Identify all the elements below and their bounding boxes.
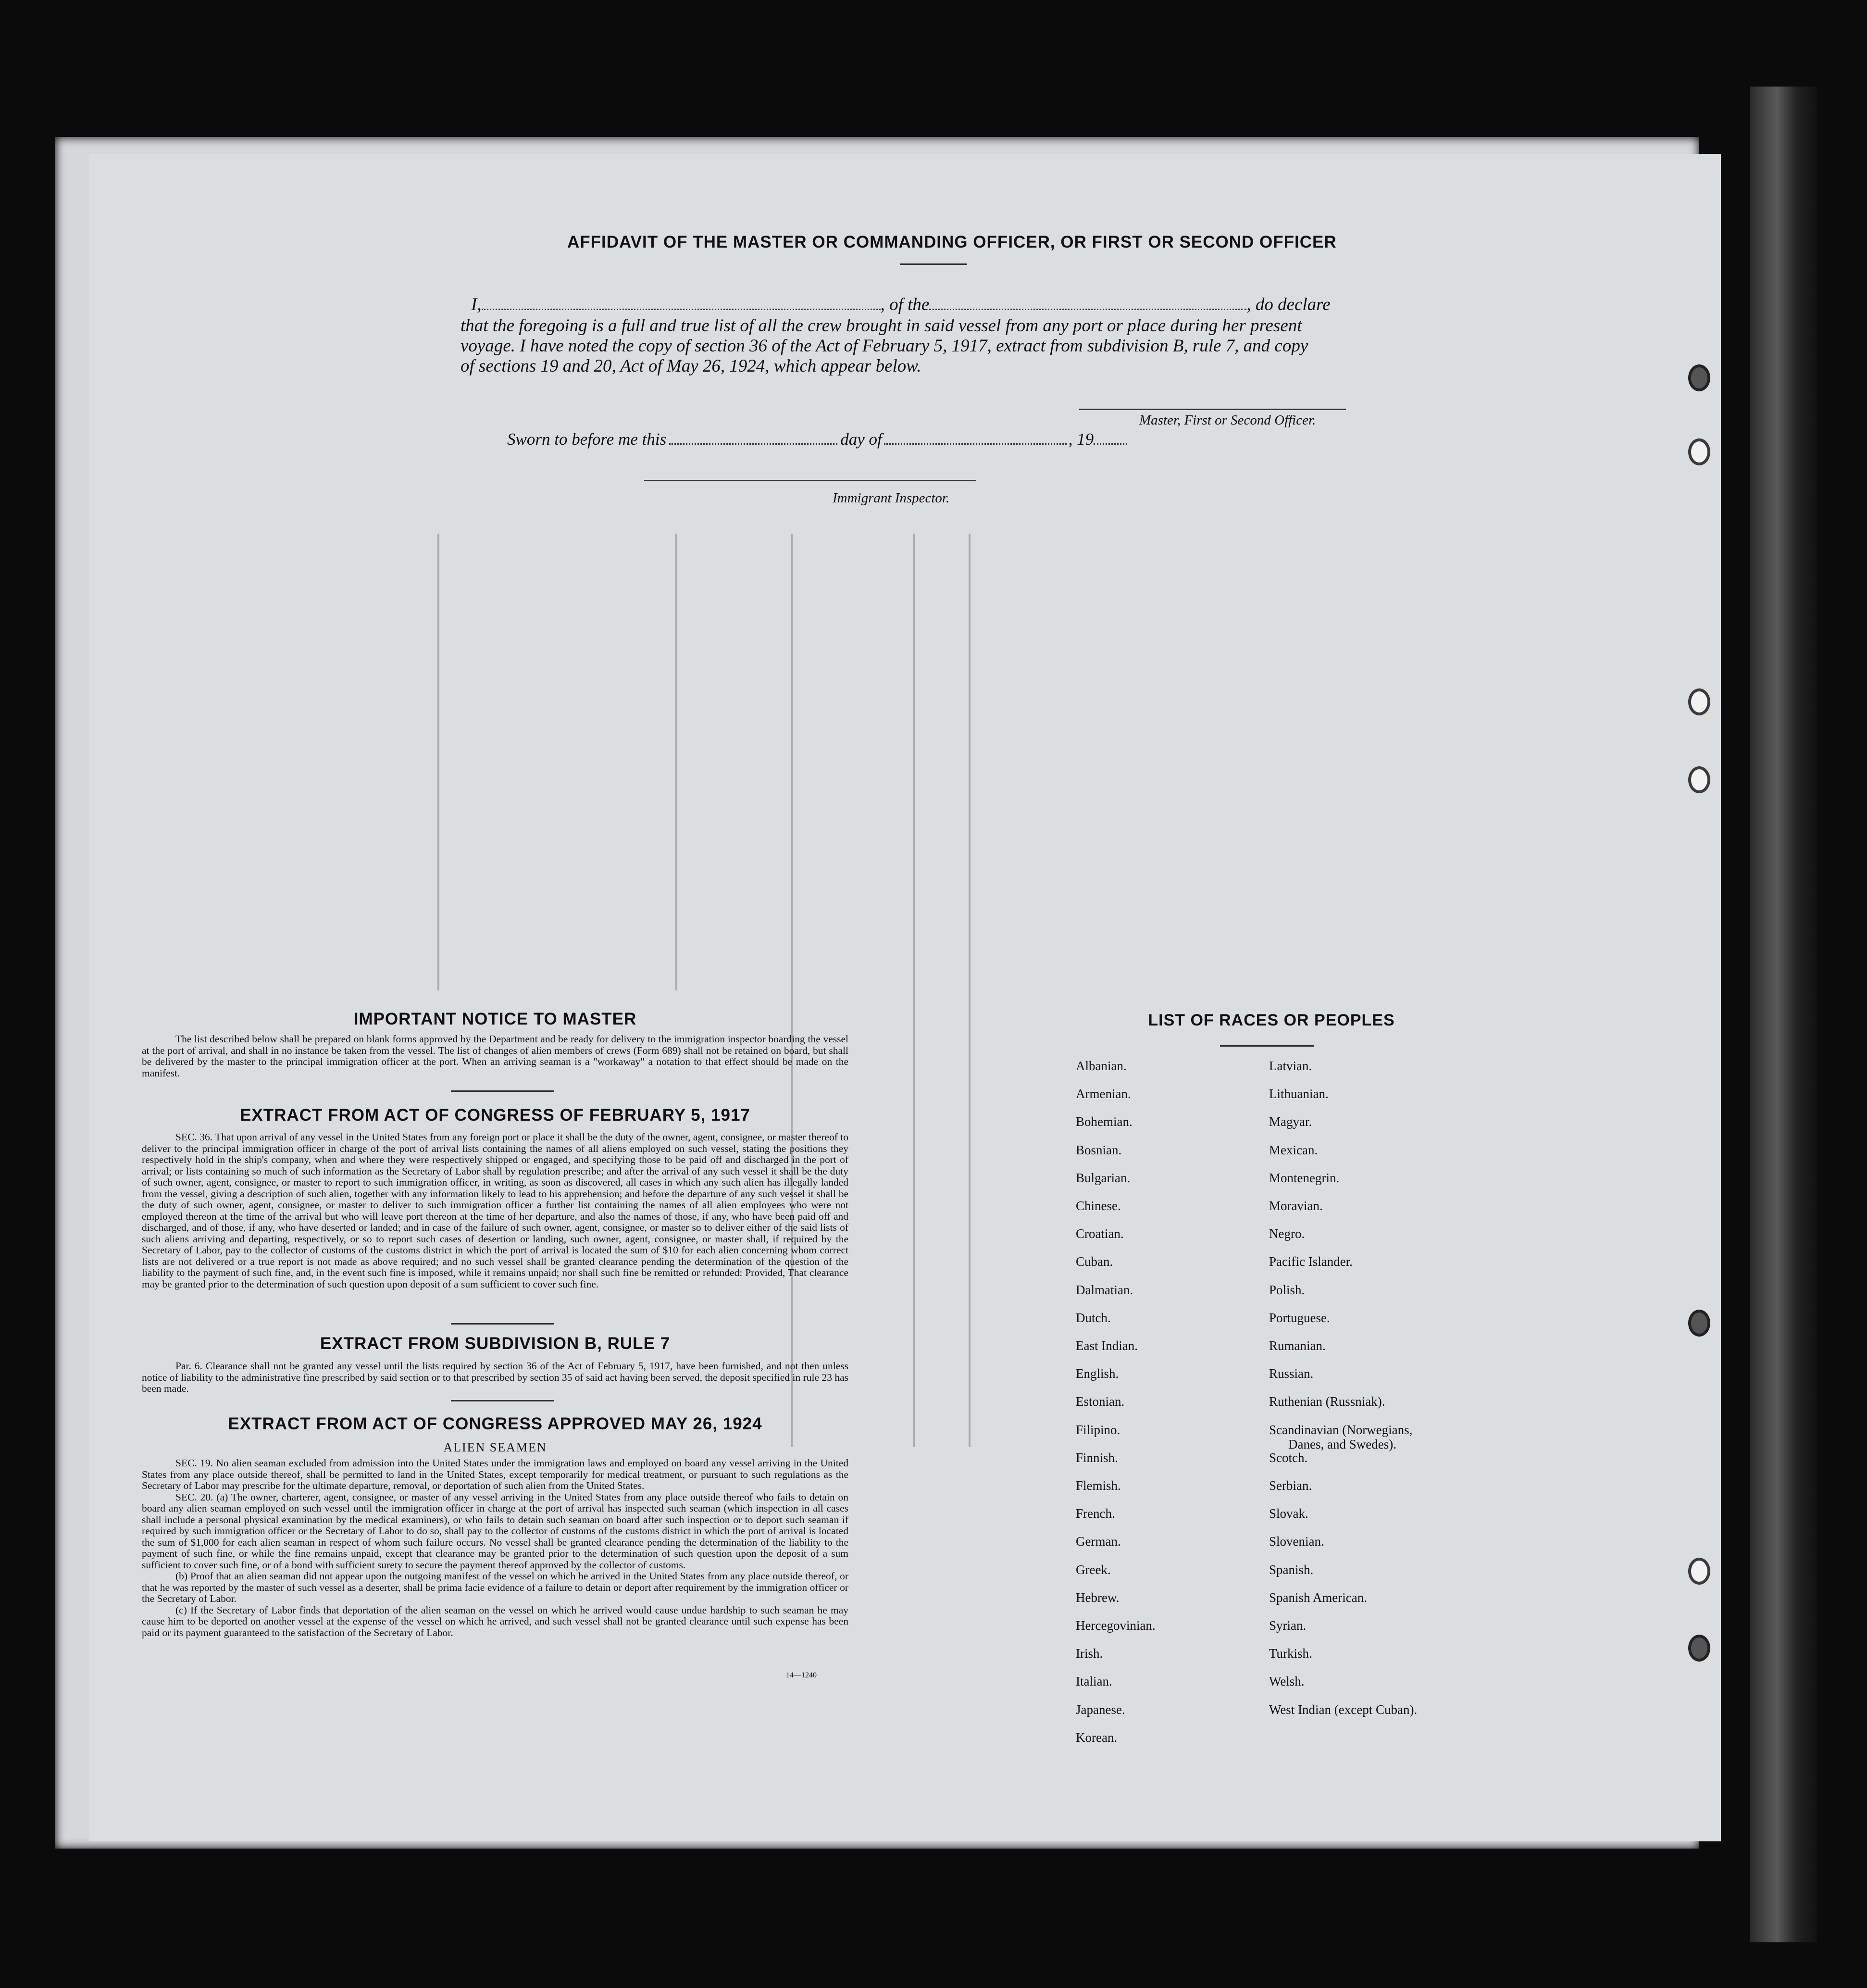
extract-rule7-rule xyxy=(451,1400,554,1401)
inspector-signature-line[interactable] xyxy=(644,480,976,481)
race-item: Croatian. xyxy=(1076,1226,1124,1241)
race-item: Moravian. xyxy=(1269,1199,1323,1213)
race-item: Japanese. xyxy=(1076,1702,1125,1717)
race-item: Cuban. xyxy=(1076,1254,1113,1269)
race-item: Hebrew. xyxy=(1076,1590,1120,1605)
bleed-through-line xyxy=(437,534,439,990)
race-item: Spanish. xyxy=(1269,1562,1314,1577)
sworn-line xyxy=(507,429,1127,449)
race-item: Dutch. xyxy=(1076,1310,1111,1325)
sworn-day-field[interactable] xyxy=(669,429,837,445)
affidavit-line-4: of sections 19 and 20, Act of May 26, 1924, which appear below. xyxy=(461,356,921,376)
race-item: West Indian (except Cuban). xyxy=(1269,1702,1418,1717)
race-item: Hercegovinian. xyxy=(1076,1618,1156,1633)
race-item: Slovak. xyxy=(1269,1506,1308,1521)
sworn-year-prefix: , 19 xyxy=(1068,430,1094,449)
race-item: Pacific Islander. xyxy=(1269,1254,1353,1269)
race-item: Bohemian. xyxy=(1076,1114,1133,1129)
section-20a: SEC. 20. (a) The owner, charterer, agent, consignee, or master of any vessel arriving in the United States from any place outside thereof who fails to detain on board any alien seaman employed on such vessel until the immigration officer in charge at the port of arrival has inspected such seaman (which inspection in all cases shall include a personal physical examination by the medical examiners), or who fails to detain such seaman on board after such inspection or to deport such seaman if required by such immigration officer or the Secretary of Labor to do so, shall pay to the collector of customs of the customs district in which the port of arrival is located the sum of $1,000 for each alien seaman in respect of whom such failure occurs. No vessel shall be granted clearance pending the determination of the liability to the payment of such fine, or while the fine remains unpaid, except that clearance may be granted prior to the determination of such question upon the deposit of a sum sufficient to cover such fine, or of a bond with sufficient surety to secure the payment thereof approved by the collector of customs. xyxy=(142,1491,848,1571)
affidavit-line-1 xyxy=(471,294,1331,315)
races-title: LIST OF RACES OR PEOPLES xyxy=(1148,1011,1395,1029)
affidavit-line-3: voyage. I have noted the copy of section 36 of the Act of February 5, 1917, extract from subdivision B, rule 7, and copy xyxy=(461,336,1308,356)
race-item: Serbian. xyxy=(1269,1478,1312,1493)
race-item: Armenian. xyxy=(1076,1087,1131,1101)
binder-hole xyxy=(1688,1558,1710,1585)
race-item: Scotch. xyxy=(1269,1450,1308,1465)
binder-hole xyxy=(1688,438,1710,465)
race-item: Slovenian. xyxy=(1269,1534,1324,1549)
binder-hole xyxy=(1688,1310,1710,1337)
extract-1917-rule xyxy=(451,1323,554,1325)
vessel-name-field[interactable] xyxy=(929,294,1246,310)
extract-1924-title: EXTRACT FROM ACT OF CONGRESS APPROVED MAY 26, 1924 xyxy=(228,1414,762,1433)
notice-title: IMPORTANT NOTICE TO MASTER xyxy=(353,1010,637,1028)
race-item: Italian. xyxy=(1076,1674,1112,1689)
notice-rule xyxy=(451,1090,554,1092)
race-item: Mexican. xyxy=(1269,1142,1318,1157)
race-item: Portuguese. xyxy=(1269,1310,1330,1325)
section-19: SEC. 19. No alien seaman excluded from admission into the United States under the immigration laws and employed on board any vessel arriving in the United States from any place outside thereof, shall be permitted to land in the United States, except temporarily for medical treatment, or pursuant to such regulations as the Secretary of Labor may prescribe for the ultimate departure, removal, or deportation of such alien from the United States. xyxy=(142,1457,848,1491)
affidavit-title: AFFIDAVIT OF THE MASTER OR COMMANDING OFFICER, OR FIRST OR SECOND OFFICER xyxy=(567,233,1337,251)
race-item: French. xyxy=(1076,1506,1115,1521)
bleed-through-line xyxy=(969,534,971,1447)
race-item: Rumanian. xyxy=(1269,1338,1326,1353)
race-item: German. xyxy=(1076,1534,1121,1549)
master-name-field[interactable] xyxy=(482,294,881,310)
master-signature-caption: Master, First or Second Officer. xyxy=(1139,413,1316,428)
sworn-label: Sworn to before me this xyxy=(507,430,667,449)
extract-1924-body xyxy=(142,1458,848,1638)
sworn-day-of: day of xyxy=(840,430,882,449)
extract-rule7-title: EXTRACT FROM SUBDIVISION B, RULE 7 xyxy=(320,1334,671,1353)
binder-hole xyxy=(1688,1635,1710,1662)
affidavit-title-rule xyxy=(900,263,967,265)
race-item: Korean. xyxy=(1076,1730,1118,1745)
extract-1917-body: SEC. 36. That upon arrival of any vessel in the United States from any foreign port or place it shall be the duty of the owner, agent, consignee, or master thereof to deliver to the principal immigration officer in charge of the port of arrival lists containing the names of all aliens employed on such vessel, stating the positions they respectively hold in the ship's company, when and where they were respectively shipped or engaged, and specifying those to be paid off and discharged in the port of arrival; or lists containing so much of such information as the Secretary of Labor shall by regulation prescribe; and after the arrival of any such vessel it shall be the duty of such owner, agent, consignee, or master to report to such immigration officer, in writing, as soon as discovered, all cases in which any such alien has illegally landed from the vessel, giving a description of such alien, together with any information likely to lead to his apprehension; and before the departure of any such vessel it shall be the duty of such owner, agent, consignee, or master to deliver to such immigration officer a further list containing the names of all alien employees who were not employed thereon at the time of the arrival but who will leave port thereon at the time of her departure, and also the names of those, if any, who have been paid off and discharged, and of those, if any, who have deserted or landed; and in case of the failure of such owner, agent, consignee, or master so to deliver either of the said lists of such aliens arriving and departing, respectively, or so to report such cases of desertion or landing, such owner, agent, consignee, or master shall, if required by the Secretary of Labor, pay to the collector of customs of the customs district in which the port of arrival is located the sum of $10 for each alien concerning whom correct lists are not delivered or a true report is not made as above required; and no such vessel shall be granted clearance pending the determination of the question of the liability to the payment of such fine, and, in the event such fine is imposed, while it remains unpaid; nor shall such fine be remitted or refunded: Provided, That clearance may be granted prior to the determination of such question upon deposit of a sum sufficient to cover such fine. xyxy=(142,1131,848,1290)
race-item: Ruthenian (Russniak). xyxy=(1269,1394,1385,1409)
race-item: Magyar. xyxy=(1269,1114,1312,1129)
race-item: Polish. xyxy=(1269,1282,1305,1297)
affidavit-i: I, xyxy=(471,295,482,314)
document-edge-shadow xyxy=(1750,87,1817,1942)
race-item: Filipino. xyxy=(1076,1422,1120,1437)
race-item: Turkish. xyxy=(1269,1646,1312,1661)
race-item: Negro. xyxy=(1269,1226,1305,1241)
race-item: Bulgarian. xyxy=(1076,1170,1131,1185)
race-item: Montenegrin. xyxy=(1269,1170,1340,1185)
race-item: Chinese. xyxy=(1076,1199,1121,1213)
race-item: Scandinavian (Norwegians, xyxy=(1269,1422,1413,1437)
race-item: Albanian. xyxy=(1076,1059,1127,1073)
master-signature-line[interactable] xyxy=(1079,409,1346,410)
bleed-through-line xyxy=(913,534,915,1447)
race-item: Estonian. xyxy=(1076,1394,1125,1409)
section-20c: (c) If the Secretary of Labor finds that deportation of the alien seaman on the vessel on which he arrived would cause undue hardship to such seaman he may cause him to be deported on another vessel at the expense of the vessel on which he arrived, and such vessel shall not be granted clearance until such expense has been paid or its payment guaranteed to the satisfaction of the Secretary of Labor. xyxy=(142,1604,848,1638)
binder-hole xyxy=(1688,766,1710,793)
notice-body: The list described below shall be prepared on blank forms approved by the Department and be ready for delivery to the immigration inspector boarding the vessel at the port of arrival, and shall in no instance be taken from the vessel. The list of changes of alien members of crews (Form 689) shall not be retained on board, but shall be delivered by the master to the principal immigration officer at the port. When an arriving seaman is a "workaway" a notation to that effect should be made on the manifest. xyxy=(142,1033,848,1079)
race-item: Danes, and Swedes). xyxy=(1288,1437,1396,1451)
race-item: Syrian. xyxy=(1269,1618,1307,1633)
sworn-month-field[interactable] xyxy=(884,429,1067,445)
race-item: Welsh. xyxy=(1269,1674,1305,1689)
bleed-through-line xyxy=(791,534,793,1447)
race-item: East Indian. xyxy=(1076,1338,1138,1353)
race-item: Spanish American. xyxy=(1269,1590,1367,1605)
section-20b: (b) Proof that an alien seaman did not appear upon the outgoing manifest of the vessel on which he arrived in the United States from any place outside thereof, or that he was reported by the master of such vessel as a deserter, shall be prima facie evidence of a failure to detain or deport after requirement by the immigration officer or the Secretary of Labor. xyxy=(142,1570,848,1604)
race-item: Greek. xyxy=(1076,1562,1111,1577)
race-item: Flemish. xyxy=(1076,1478,1121,1493)
race-item: Russian. xyxy=(1269,1366,1314,1381)
binder-hole xyxy=(1688,688,1710,715)
race-item: English. xyxy=(1076,1366,1119,1381)
race-item: Dalmatian. xyxy=(1076,1282,1133,1297)
race-item: Latvian. xyxy=(1269,1059,1312,1073)
race-item: Irish. xyxy=(1076,1646,1103,1661)
race-item: Lithuanian. xyxy=(1269,1087,1329,1101)
race-item: Bosnian. xyxy=(1076,1142,1122,1157)
affidavit-of-the: , of the xyxy=(880,295,930,314)
affidavit-line-2: that the foregoing is a full and true list of all the crew brought in said vessel from any port or place during her present xyxy=(461,316,1302,336)
affidavit-declare: , do declare xyxy=(1246,295,1331,314)
sworn-year-field[interactable] xyxy=(1094,429,1127,445)
inspector-signature-caption: Immigrant Inspector. xyxy=(833,490,950,506)
form-number: 14—1240 xyxy=(786,1671,817,1679)
bleed-through-line xyxy=(675,534,677,990)
extract-1917-title: EXTRACT FROM ACT OF CONGRESS OF FEBRUARY 5, 1917 xyxy=(240,1106,750,1125)
race-item: Finnish. xyxy=(1076,1450,1118,1465)
alien-seamen-subtitle: ALIEN SEAMEN xyxy=(443,1440,547,1454)
races-rule xyxy=(1220,1045,1314,1047)
extract-rule7-body: Par. 6. Clearance shall not be granted any vessel until the lists required by section 36 of the Act of February 5, 1917, have been furnished, and not then unless notice of liability to the administrative fine prescribed by said section or to that prescribed by section 35 of said act having been served, the deposit specified in rule 23 has been made. xyxy=(142,1360,848,1394)
binder-hole xyxy=(1688,364,1710,391)
